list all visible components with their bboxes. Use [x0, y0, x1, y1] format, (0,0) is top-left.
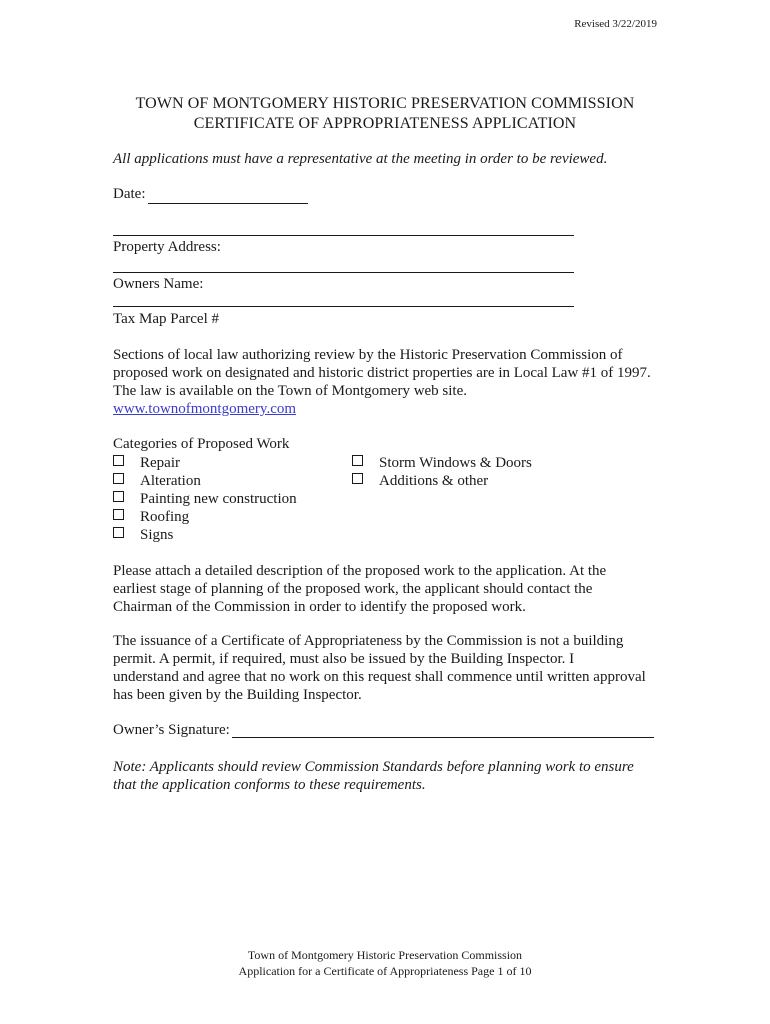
owner-signature-line[interactable] — [232, 737, 654, 738]
document-title-line2: CERTIFICATE OF APPROPRIATENESS APPLICATION — [193, 115, 577, 132]
checkbox-icon[interactable] — [113, 509, 124, 520]
category-label: Painting new construction — [140, 491, 297, 507]
category-label: Repair — [140, 455, 180, 471]
category-storm-windows-doors[interactable] — [352, 454, 532, 472]
category-label: Roofing — [140, 509, 190, 525]
permit-paragraph — [113, 632, 646, 704]
category-alteration[interactable] — [113, 472, 201, 490]
property-address-line[interactable] — [113, 235, 574, 236]
local-law-line: Sections of local law authorizing review by the Historic Preservation Commission of — [113, 347, 623, 363]
date-field-line[interactable] — [148, 203, 308, 204]
checkbox-icon[interactable] — [113, 455, 124, 466]
permit-line: permit. A permit, if required, must also be issued by the Building Inspector. I — [113, 651, 575, 667]
checkbox-icon[interactable] — [113, 473, 124, 484]
permit-line: understand and agree that no work on this request shall commence until written approval — [113, 669, 646, 685]
category-label: Additions & other — [379, 473, 489, 489]
tax-map-parcel-line[interactable] — [113, 306, 574, 307]
property-address-label: Property Address: — [113, 239, 221, 255]
checkbox-icon[interactable] — [113, 527, 124, 538]
checkbox-icon[interactable] — [352, 473, 363, 484]
footer-line1: Town of Montgomery Historic Preservation Commission — [247, 948, 523, 962]
checkbox-icon[interactable] — [113, 491, 124, 502]
document-title-line1: TOWN OF MONTGOMERY HISTORIC PRESERVATION COMMISSION — [135, 95, 635, 112]
tax-map-parcel-label: Tax Map Parcel # — [113, 311, 219, 327]
attach-line: Please attach a detailed description of the proposed work to the application. At the — [113, 563, 607, 579]
footer-page-number: Application for a Certificate of Appropriateness Page 1 of 10 — [238, 964, 532, 978]
category-painting-new-construction[interactable] — [113, 490, 297, 508]
revision-date: Revised 3/22/2019 — [574, 18, 657, 30]
town-website-link[interactable]: www.townofmontgomery.com — [113, 401, 297, 417]
categories-heading: Categories of Proposed Work — [113, 436, 290, 452]
category-repair[interactable] — [113, 454, 180, 472]
attach-description-paragraph — [113, 562, 606, 616]
permit-line: The issuance of a Certificate of Appropriateness by the Commission is not a building — [113, 633, 624, 649]
checkbox-icon[interactable] — [352, 455, 363, 466]
note-line: that the application conforms to these requirements. — [113, 777, 426, 793]
category-signs[interactable] — [113, 526, 173, 544]
standards-note — [113, 758, 634, 794]
local-law-line: The law is available on the Town of Montgomery web site. — [113, 383, 468, 399]
owners-name-line[interactable] — [113, 272, 574, 273]
representative-notice: All applications must have a representative at the meeting in order to be reviewed. — [113, 151, 608, 167]
category-label: Alteration — [140, 473, 201, 489]
local-law-line: proposed work on designated and historic district properties are in Local Law #1 of 1997. — [113, 365, 651, 381]
category-roofing[interactable] — [113, 508, 189, 526]
owners-name-label: Owners Name: — [113, 276, 204, 292]
category-label: Signs — [140, 527, 174, 543]
note-line: Note: Applicants should review Commission Standards before planning work to ensure — [113, 759, 634, 775]
attach-line: earliest stage of planning of the proposed work, the applicant should contact the — [113, 581, 593, 597]
date-label: Date: — [113, 186, 146, 202]
category-label: Storm Windows & Doors — [379, 455, 532, 471]
category-additions-other[interactable] — [352, 472, 488, 490]
attach-line: Chairman of the Commission in order to identify the proposed work. — [113, 599, 526, 615]
local-law-paragraph — [113, 346, 651, 418]
owner-signature-label: Owner’s Signature: — [113, 722, 230, 738]
permit-line: has been given by the Building Inspector. — [113, 687, 362, 703]
